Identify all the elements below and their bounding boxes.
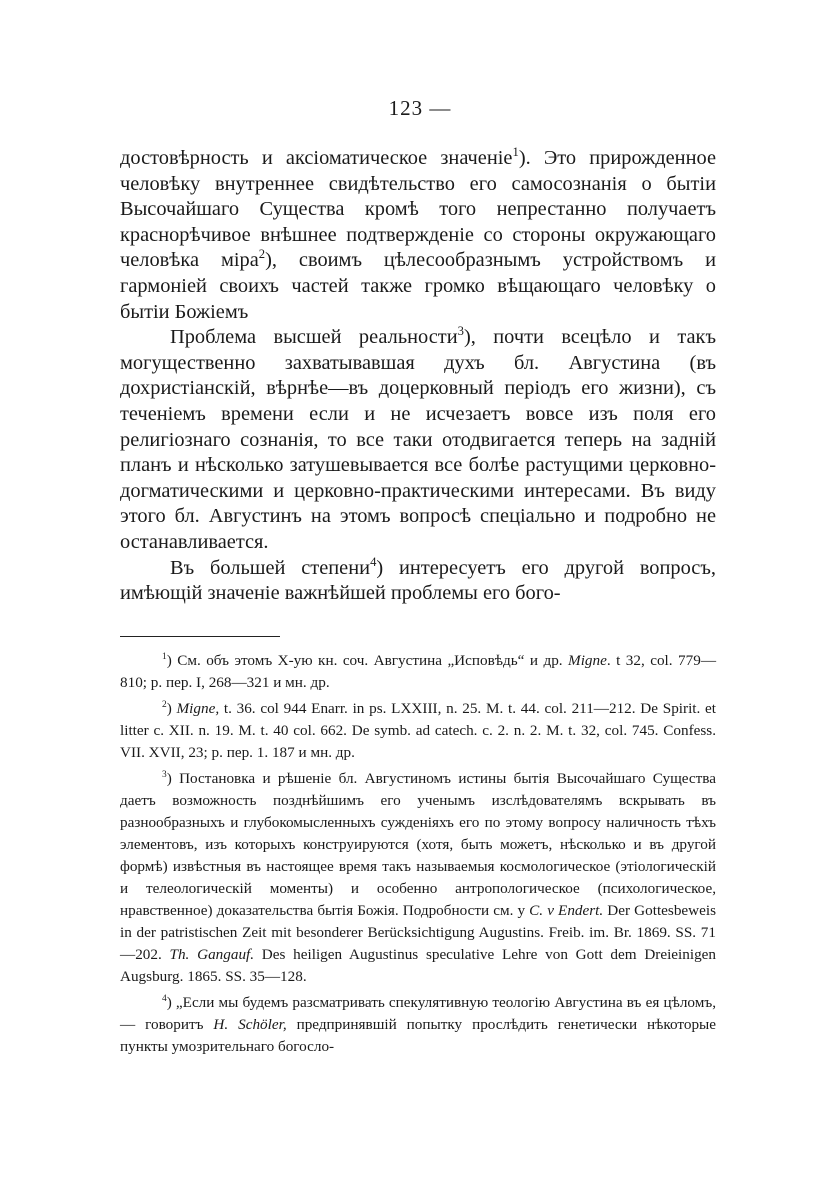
- footnote-mark: 3: [162, 769, 167, 780]
- text-run: ), своимъ цѣлесообразнымъ устройствомъ и гармоніей своихъ частей также громко вѣщающаго человѣку о бытіи Божіемъ: [120, 249, 717, 323]
- footnote-2: [120, 698, 716, 764]
- footnote-ref-3[interactable]: 3: [457, 324, 464, 339]
- italic-run: C. v Endert.: [529, 902, 604, 919]
- footnote-mark: 1: [162, 651, 167, 662]
- paragraph-1: [120, 146, 716, 325]
- paragraph-3: [120, 556, 716, 607]
- text-run: ) См. объ этомъ Х-ую кн. соч. Августина „Исповѣдь“ и др.: [166, 652, 569, 669]
- main-text: [120, 146, 716, 607]
- text-run: ), почти всецѣло и такъ могущественно захватывавшая духъ бл. Августина (въ дохристіанскій, вѣрнѣе—въ доцерковный періодъ его жизни), съ теченіемъ времени если и не исчезаетъ вовсе изъ поля его религіознаго сознанія, то все таки отодвигается теперь на задній планъ и нѣсколько затушевывается все болѣе растущими церковно-догматическими и церковно-практическими интересами. Въ виду этого бл. Августинъ на этомъ вопросѣ спеціально и подробно не останавливается.: [120, 326, 716, 553]
- text-run: достовѣрность и аксіоматическое значеніе: [120, 147, 513, 169]
- footnote-mark: 4: [162, 993, 167, 1004]
- text-run: предпринявшій попытку прослѣдить генетически нѣкоторые пункты умозрительнаго богосло-: [120, 1016, 716, 1055]
- footnote-3: [120, 768, 716, 988]
- footnote-divider: [120, 636, 280, 637]
- footnote-4: [120, 992, 716, 1058]
- text-run: Проблема высшей реальности: [170, 326, 458, 349]
- footnote-ref-2[interactable]: 2: [258, 247, 266, 262]
- text-run: Въ большей степени: [170, 556, 371, 579]
- text-run: ): [166, 700, 177, 717]
- footnotes: [120, 650, 716, 1062]
- footnote-ref-4[interactable]: 4: [370, 554, 377, 569]
- text-run: Der Gottesbeweis in der patristischen Zeit mit besonderer Berücksichtigung Augustins. Freib. im. Br. 1869. SS. 71—202.: [120, 902, 716, 963]
- italic-run: Migne: [568, 652, 607, 669]
- text-run: ) „Если мы будемъ разсматривать спекулятивную теологію Августина въ ея цѣломъ, — говоритъ: [120, 994, 716, 1033]
- footnote-1: [120, 650, 716, 694]
- text-run: . t 32, col. 779—810; p. пер. I, 268—321 и мн. др.: [120, 652, 717, 691]
- text-run: ) Постановка и рѣшеніе бл. Августиномъ истины бытія Высочайшаго Существа даетъ возможность позднѣйшимъ его ученымъ изслѣдователямъ вскрывать въ разнообразныхъ и глубокомысленныхъ сужденіяхъ его по этому вопросу наличность тѣхъ элементовъ, изъ которыхъ конструируются (хотя, быть можетъ, нѣсколько и въ другой формѣ) извѣстныя въ настоящее время такъ называемыя космологическое (этіологическій и телеологическій моменты) и особенно антропологическое (психологическое, нравственное) доказательства бытія Божія. Подробности см. у: [120, 770, 716, 919]
- text-run: Des heiligen Augustinus speculative Lehre von Gott dem Dreieinigen Augsburg. 1865. SS. 35—128.: [120, 946, 717, 985]
- italic-run: H. Schöler,: [213, 1016, 287, 1033]
- text-run: ) интересуетъ его другой вопросъ, имѣющій значеніе важнѣйшей проблемы его бого-: [120, 556, 717, 605]
- text-run: ). Это прирожденное человѣку внутреннее свидѣтельство его самосознанія о бытіи Высочайшаго Существа кромѣ того непрестанно получаетъ краснорѣчивое внѣшнее подтвержденіе со стороны окружающаго человѣка міра: [120, 147, 716, 272]
- italic-run: Th. Gangauf.: [169, 946, 255, 963]
- page-number: 123 —: [388, 96, 452, 120]
- footnote-ref-1[interactable]: 1: [512, 145, 519, 160]
- footnote-mark: 2: [162, 699, 167, 710]
- text-run: t. 36. col 944 Enarr. in ps. LXXIII, n. 25. M. t. 44. col. 211—212. De Spirit. et litter c. XII. n. 19. M. t. 40 col. 662. De symb. ad catech. c. 2. n. 2. M. t. 32, col. 745. Confess. VII. XVII, 23; р. пер. 1. 187 и мн. др.: [120, 700, 716, 761]
- paragraph-2: [120, 325, 716, 555]
- italic-run: Migne,: [176, 700, 220, 717]
